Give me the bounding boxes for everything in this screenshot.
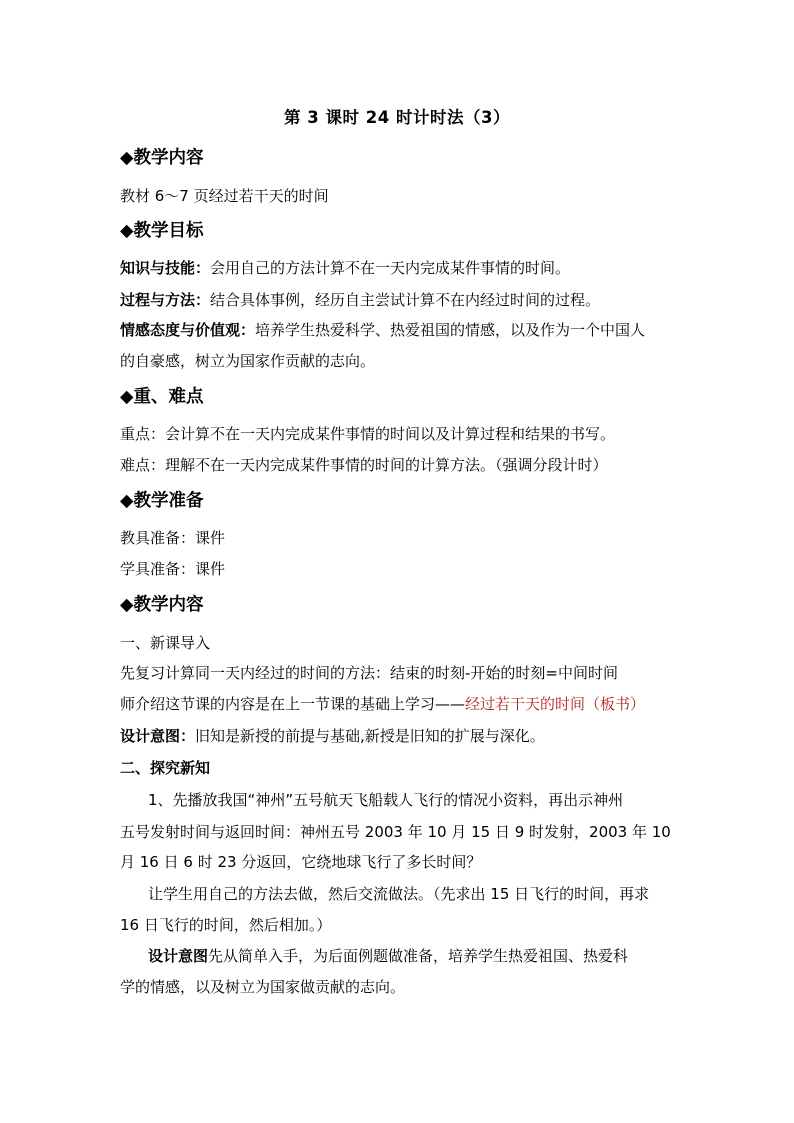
section-heading-process: ◆教学内容 xyxy=(120,595,204,615)
design-intent-2-text: 先从简单入手，为后面例题做准备，培养学生热爱祖国、热爱科 xyxy=(208,947,629,965)
difficult-point: 难点：理解不在一天内完成某件事情的时间的计算方法。（强调分段计时） xyxy=(120,456,608,474)
review-text: 先复习计算同一天内经过的时间的方法：结束的时刻-开始的时刻=中间时间 xyxy=(120,664,618,682)
section-heading-content: ◆教学内容 xyxy=(120,148,204,168)
goal-attitude xyxy=(120,320,680,340)
section-heading-preparation: ◆教学准备 xyxy=(120,491,204,511)
intro-text-board: 经过若干天的时间（板书） xyxy=(465,695,646,713)
explore-paragraph-1-line-2: 五号发射时间与返回时间：神州五号 2003 年 10 月 15 日 9 时发射，2003 年 10 xyxy=(120,823,671,841)
design-intent-2 xyxy=(148,946,708,966)
explore-paragraph-1-line-1: 1、先播放我国“神州”五号航天飞船载人飞行的情况小资料，再出示神州 xyxy=(148,791,624,809)
design-intent-2-label: 设计意图 xyxy=(148,947,209,965)
intro-text xyxy=(120,694,680,714)
goal-process xyxy=(120,290,680,310)
explore-paragraph-2-line-1: 让学生用自己的方法去做，然后交流做法。（先求出 15 日飞行的时间，再求 xyxy=(148,885,650,903)
explore-paragraph-2-line-2: 16 日飞行的时间，然后相加。） xyxy=(120,916,332,934)
design-intent-1 xyxy=(120,726,680,746)
design-intent-2-cont: 学的情感，以及树立为国家做贡献的志向。 xyxy=(120,978,406,996)
student-preparation: 学具准备：课件 xyxy=(120,560,226,578)
explore-paragraph-1-line-3: 月 16 日 6 时 23 分返回，它绕地球飞行了多长时间？ xyxy=(120,853,482,871)
design-intent-1-label: 设计意图： xyxy=(120,727,196,745)
section-heading-goals: ◆教学目标 xyxy=(120,221,204,241)
goal-attitude-label: 情感态度与价值观： xyxy=(120,321,256,339)
goal-knowledge xyxy=(120,258,680,278)
content-text: 教材 6～7 页经过若干天的时间 xyxy=(120,187,329,205)
goal-knowledge-text: 会用自己的方法计算不在一天内完成某件事情的时间。 xyxy=(210,259,571,277)
key-point: 重点：会计算不在一天内完成某件事情的时间以及计算过程和结果的书写。 xyxy=(120,425,616,443)
part-intro-heading: 一、新课导入 xyxy=(120,634,211,652)
goal-knowledge-label: 知识与技能： xyxy=(120,259,211,277)
goal-process-label: 过程与方法： xyxy=(120,291,211,309)
goal-process-text: 结合具体事例，经历自主尝试计算不在内经过时间的过程。 xyxy=(210,291,601,309)
part-explore-heading: 二、探究新知 xyxy=(120,759,211,777)
page-title: 第 3 课时 24 时计时法（3） xyxy=(284,108,510,127)
intro-text-a: 师介绍这节课的内容是在上一节课的基础上学习—— xyxy=(120,695,466,713)
goal-attitude-cont: 的自豪感，树立为国家作贡献的志向。 xyxy=(120,352,376,370)
section-heading-keypoints: ◆重、难点 xyxy=(120,387,204,407)
teacher-preparation: 教具准备：课件 xyxy=(120,529,226,547)
design-intent-1-text: 旧知是新授的前提与基础,新授是旧知的扩展与深化。 xyxy=(195,727,545,745)
goal-attitude-text: 培养学生热爱科学、热爱祖国的情感，以及作为一个中国人 xyxy=(255,321,646,339)
